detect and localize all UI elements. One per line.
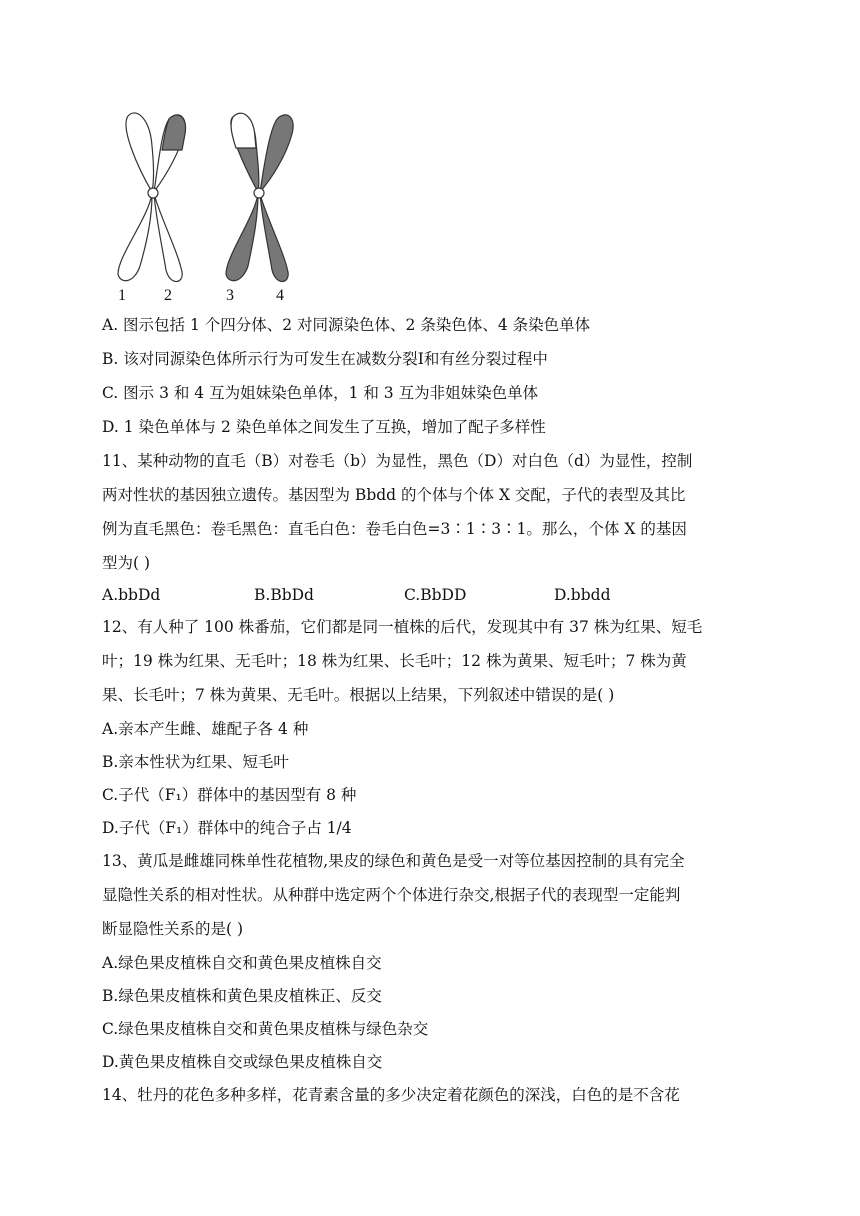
q11-stem-line-2: 两对性状的基因独立遗传。基因型为 Bbdd 的个体与个体 X 交配，子代的表型及其比 xyxy=(102,486,686,504)
q10-option-b: B. 该对同源染色体所示行为可发生在减数分裂Ⅰ和有丝分裂过程中 xyxy=(102,350,548,368)
centromere-left xyxy=(148,188,158,198)
q10-option-c: C. 图示 3 和 4 互为姐妹染色单体，1 和 3 互为非姐妹染色单体 xyxy=(102,384,539,402)
q11-option-a: A.bbDd xyxy=(102,586,161,604)
homologous-chromosomes-diagram xyxy=(108,106,308,306)
q12-stem-line-2: 叶；19 株为红果、无毛叶；18 株为红果、长毛叶；12 株为黄果、短毛叶；7 株为黄 xyxy=(102,652,687,670)
q13-stem-line-3: 断显隐性关系的是( ) xyxy=(102,920,244,938)
q13-stem-line-1: 13、黄瓜是雌雄同株单性花植物,果皮的绿色和黄色是受一对等位基因控制的具有完全 xyxy=(102,852,685,870)
q11-stem-line-3: 例为直毛黑色：卷毛黑色：直毛白色：卷毛白色=3∶1∶3∶1。那么，个体 X 的基因 xyxy=(102,520,687,538)
q13-option-b: B.绿色果皮植株和黄色果皮植株正、反交 xyxy=(102,987,382,1005)
q13-stem-line-2: 显隐性关系的相对性状。从种群中选定两个个体进行杂交,根据子代的表现型一定能判 xyxy=(102,886,681,904)
figure-label-3: 3 xyxy=(226,287,234,304)
chromatid-1 xyxy=(118,113,154,281)
chromosome-figure xyxy=(108,106,308,306)
q11-stem-line-1: 11、某种动物的直毛（B）对卷毛（b）为显性，黑色（D）对白色（d）为显性，控制 xyxy=(102,452,693,470)
figure-label-4: 4 xyxy=(276,287,284,304)
figure-label-1: 1 xyxy=(118,287,126,304)
q13-option-d: D.黄色果皮植株自交或绿色果皮植株自交 xyxy=(102,1053,383,1071)
q13-option-a: A.绿色果皮植株自交和黄色果皮植株自交 xyxy=(102,954,382,972)
q13-option-c: C.绿色果皮植株自交和黄色果皮植株与绿色杂交 xyxy=(102,1020,429,1038)
chromatid-4 xyxy=(260,115,293,282)
q10-option-a: A. 图示包括 1 个四分体、2 对同源染色体、2 条染色体、4 条染色单体 xyxy=(102,316,591,334)
q14-stem-line-1: 14、牡丹的花色多种多样，花青素含量的多少决定着花颜色的深浅，白色的是不含花 xyxy=(102,1086,680,1104)
q11-option-b: B.BbDd xyxy=(254,586,314,604)
q11-option-d: D.bbdd xyxy=(554,586,611,604)
chromatid-2 xyxy=(154,115,186,282)
centromere-right xyxy=(254,188,264,198)
chromatid-3 xyxy=(226,113,259,281)
figure-label-2: 2 xyxy=(164,287,172,304)
q12-stem-line-1: 12、有人种了 100 株番茄，它们都是同一植株的后代，发现其中有 37 株为红果、短毛 xyxy=(102,618,703,636)
q10-option-d: D. 1 染色单体与 2 染色单体之间发生了互换，增加了配子多样性 xyxy=(102,418,546,436)
q12-option-b: B.亲本性状为红果、短毛叶 xyxy=(102,753,289,771)
q11-option-c: C.BbDD xyxy=(404,586,467,604)
q12-option-a: A.亲本产生雌、雄配子各 4 种 xyxy=(102,720,309,738)
q11-stem-line-4: 型为( ) xyxy=(102,554,151,572)
q12-option-d: D.子代（F₁）群体中的纯合子占 1/4 xyxy=(102,819,352,837)
q12-stem-line-3: 果、长毛叶；7 株为黄果、无毛叶。根据以上结果，下列叙述中错误的是( ) xyxy=(102,686,615,704)
q12-option-c: C.子代（F₁）群体中的基因型有 8 种 xyxy=(102,786,357,804)
